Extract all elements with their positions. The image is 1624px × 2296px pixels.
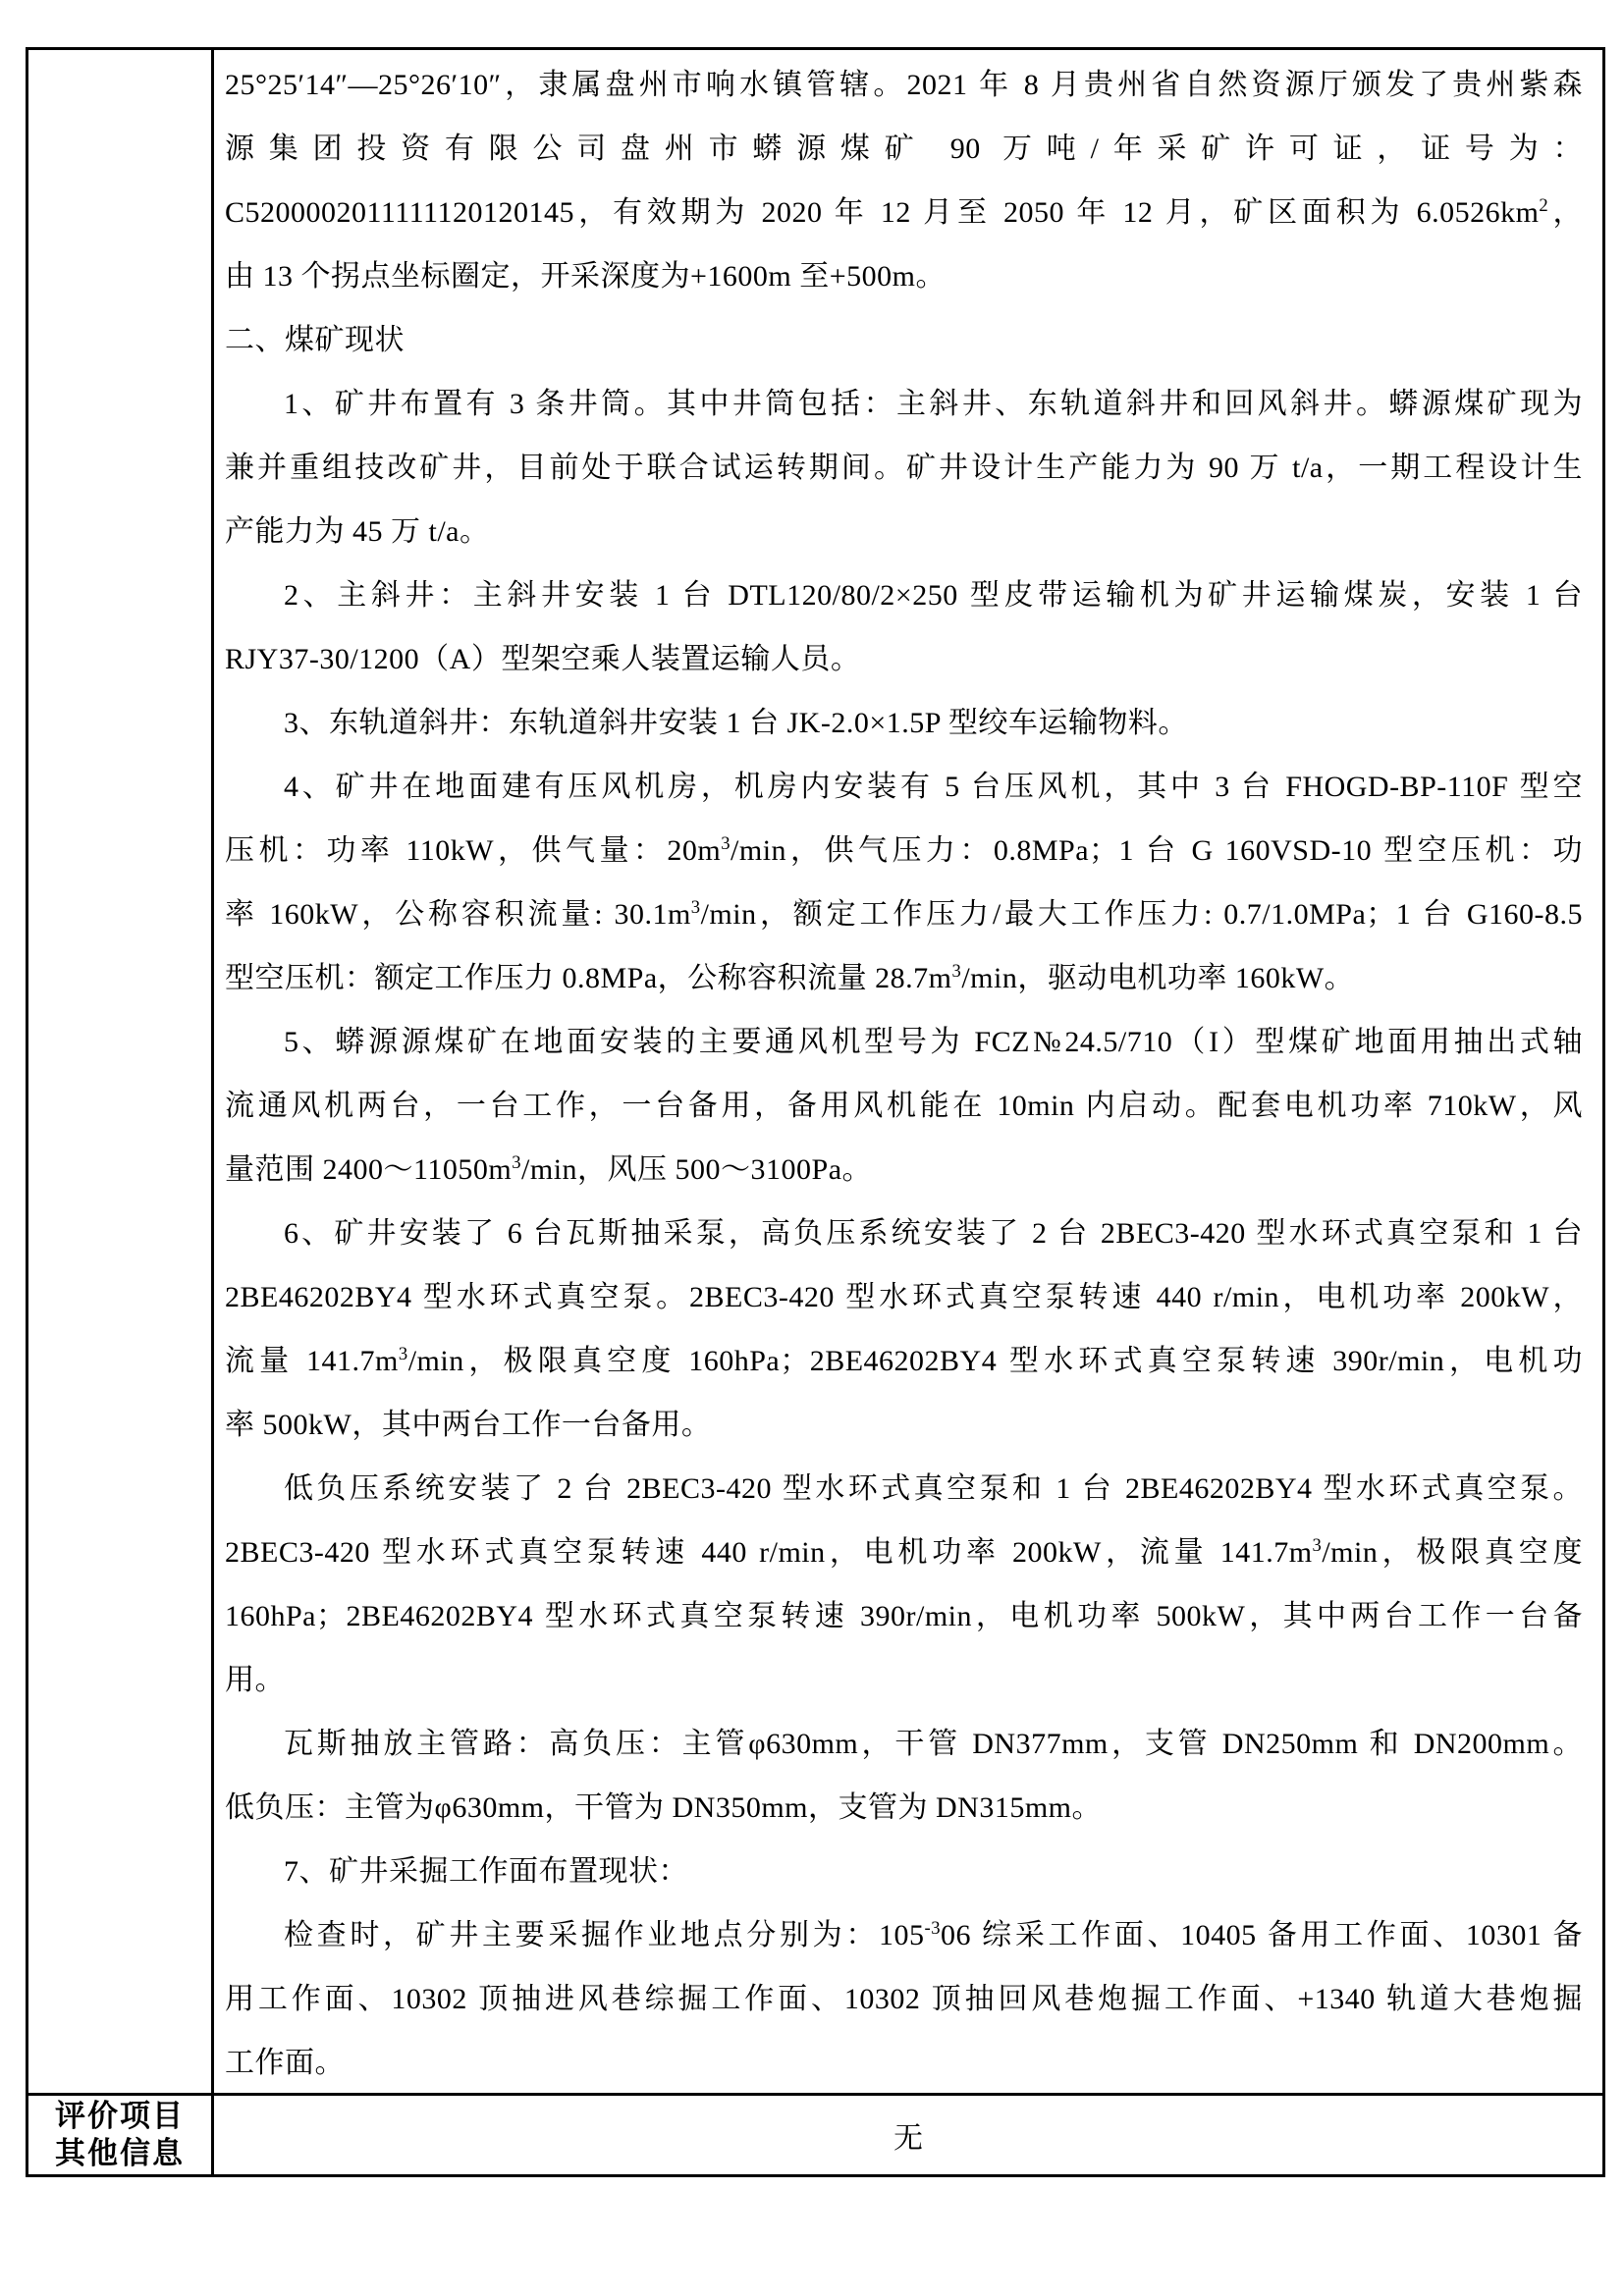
text-line: 流量 $141.7m^3/\min$，极限真空度 160hPa；2BE46202BY4 型水环式真空泵转速 390r/min，电机功 — [225, 1344, 1583, 1377]
text-line: 2BEC3-420 型水环式真空泵转速 440 r/min，电机功率 200kW，流量 $141.7m^3/\min$，极限真空度 — [225, 1535, 1583, 1569]
text-line: 压机：功率 110kW，供气量：$20m^3/\min$，供气压力：0.8MPa；1 台 G 160VSD-10 型空压机：功 — [225, 833, 1583, 867]
footer-value-cell — [214, 2096, 1602, 2174]
text-line: 25°25′14″—25°26′10″，隶属盘州市响水镇管辖。2021 年 8 月贵州省自然资源厅颁发了贵州紫森 — [225, 69, 1583, 101]
text-line: 用。 — [225, 1664, 285, 1696]
text-line: 流通风机两台，一台工作，一台备用，备用风机能在 10min 内启动。配套电机功率 710kW，风 — [225, 1090, 1583, 1122]
text-line: 型空压机：额定工作压力 0.8MPa，公称容积流量 $28.7m^3/\min$，驱动电机功率 160kW。 — [225, 961, 1355, 994]
footer-row — [28, 2096, 1602, 2174]
text-line: 用工作面、10302 顶抽进风巷综掘工作面、10302 顶抽回风巷炮掘工作面、+1340 轨道大巷炮掘 — [225, 1983, 1583, 2015]
text-line: 160hPa；2BE46202BY4 型水环式真空泵转速 390r/min，电机功率 500kW，其中两台工作一台备 — [225, 1600, 1583, 1632]
footer-value-text: 无 — [893, 2122, 923, 2155]
text-line: 1、矿井布置有 3 条井筒。其中井筒包括：主斜井、东轨道斜井和回风斜井。蟒源煤矿现为 — [284, 388, 1583, 420]
footer-label-cell — [28, 2096, 214, 2174]
text-line: 率 500kW，其中两台工作一台备用。 — [225, 1409, 712, 1441]
text-line: 3、东轨道斜井：东轨道斜井安装 1 台 JK-2.0×1.5P 型绞车运输物料。 — [284, 707, 1188, 739]
footer-label-line1: 评价项目 — [55, 2099, 185, 2133]
text-line: 兼并重组技改矿井，目前处于联合试运转期间。矿井设计生产能力为 90 万 t/a，一期工程设计生 — [225, 452, 1583, 484]
text-line: 6、矿井安装了 6 台瓦斯抽采泵，高负压系统安装了 2 台 2BEC3-420 型水环式真空泵和 1 台 — [284, 1217, 1583, 1250]
text-line: 量范围 $2400\sim 11050m^3/\min$，风压 500～3100Pa。 — [225, 1152, 873, 1186]
text-line: C5200002011111120120145，有效期为 2020 年 12 月至 2050 年 12 月，矿区面积为 $6.0526km^2$， — [225, 195, 1583, 229]
text-line: 二、煤矿现状 — [225, 324, 405, 356]
text-line: 检查时，矿井主要采掘作业地点分别为：$105^{-3}06$ 综采工作面、10405 备用工作面、10301 备 — [284, 1918, 1583, 1951]
text-line: 率 160kW，公称容积流量: $30.1m^3/\min$，额定工作压力/最大工作压力: 0.7/1.0MPa；1 台 G160-8.5 — [225, 897, 1583, 931]
text-line: 源集团投资有限公司盘州市蟒源煤矿 90 万吨/年采矿许可证，证号为： — [225, 133, 1583, 165]
report-table — [26, 47, 1605, 2177]
main-row — [28, 50, 1602, 2096]
text-line: 低负压系统安装了 2 台 2BEC3-420 型水环式真空泵和 1 台 2BE46202BY4 型水环式真空泵。 — [284, 1472, 1583, 1505]
footer-label-line2: 其他信息 — [55, 2136, 185, 2170]
content-cell — [214, 50, 1602, 2093]
text-line: 低负压：主管为φ630mm，干管为 DN350mm，支管为 DN315mm。 — [225, 1791, 1102, 1824]
text-line: 4、矿井在地面建有压风机房，机房内安装有 5 台压风机，其中 3 台 FHOGD-BP-110F 型空 — [284, 771, 1583, 803]
text-line: RJY37-30/1200（A）型架空乘人装置运输人员。 — [225, 643, 861, 675]
text-line: 2BE46202BY4 型水环式真空泵。2BEC3-420 型水环式真空泵转速 440 r/min，电机功率 200kW， — [225, 1281, 1583, 1313]
text-line: 5、蟒源源煤矿在地面安装的主要通风机型号为 FCZ№24.5/710（I）型煤矿地面用抽出式轴 — [284, 1026, 1583, 1058]
text-line: 2、主斜井：主斜井安装 1 台 DTL120/80/2×250 型皮带运输机为矿井运输煤炭，安装 1 台 — [284, 579, 1583, 612]
text-line: 7、矿井采掘工作面布置现状： — [284, 1855, 688, 1888]
text-line: 瓦斯抽放主管路：高负压：主管φ630mm，干管 DN377mm，支管 DN250mm 和 DN200mm。 — [284, 1728, 1583, 1760]
text-line: 由 13 个拐点坐标圈定，开采深度为+1600m 至+500m。 — [225, 260, 947, 293]
text-line: 工作面。 — [225, 2047, 345, 2079]
text-line: 产能力为 45 万 t/a。 — [225, 515, 490, 548]
left-spacer-cell — [28, 50, 214, 2093]
